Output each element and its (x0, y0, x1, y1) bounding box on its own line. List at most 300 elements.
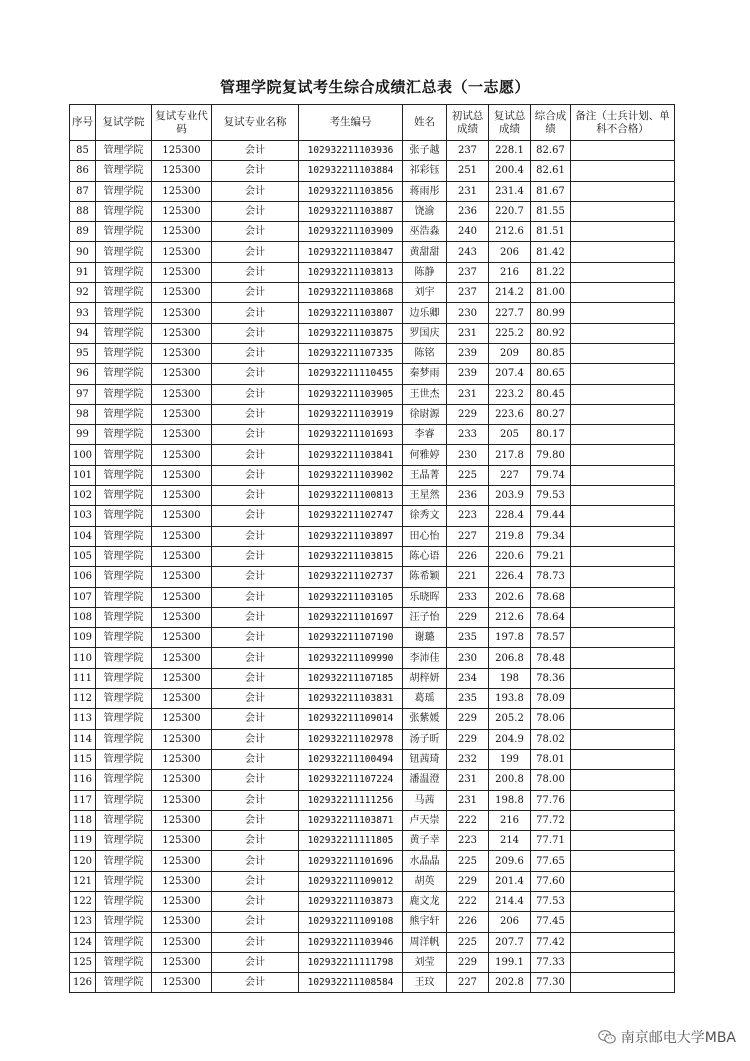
cell-note (571, 262, 675, 282)
cell-name: 李沛佳 (403, 648, 447, 668)
cell-seq: 93 (70, 303, 96, 323)
cell-overall: 78.36 (531, 668, 571, 688)
cell-code: 125300 (152, 628, 212, 648)
cell-college: 管理学院 (96, 161, 152, 181)
cell-initial: 229 (447, 607, 489, 627)
cell-initial: 237 (447, 262, 489, 282)
cell-seq: 125 (70, 952, 96, 972)
table-row (70, 912, 675, 932)
cell-initial: 231 (447, 323, 489, 343)
cell-name: 巫浩淼 (403, 222, 447, 242)
cell-college: 管理学院 (96, 546, 152, 566)
cell-overall: 77.53 (531, 891, 571, 911)
table-row (70, 689, 675, 709)
cell-major: 会计 (212, 810, 299, 830)
cell-code: 125300 (152, 790, 212, 810)
cell-name: 汪子怡 (403, 607, 447, 627)
cell-college: 管理学院 (96, 242, 152, 262)
cell-code: 125300 (152, 445, 212, 465)
cell-overall: 80.27 (531, 404, 571, 424)
cell-note (571, 222, 675, 242)
table-row (70, 546, 675, 566)
cell-college: 管理学院 (96, 973, 152, 993)
cell-initial: 229 (447, 952, 489, 972)
cell-note (571, 628, 675, 648)
table-row (70, 445, 675, 465)
cell-note (571, 871, 675, 891)
cell-exam-id: 102932211101696 (299, 851, 403, 871)
cell-initial: 223 (447, 831, 489, 851)
cell-college: 管理学院 (96, 404, 152, 424)
cell-retest: 216 (489, 262, 531, 282)
cell-exam-id: 102932211103897 (299, 526, 403, 546)
cell-overall: 78.00 (531, 770, 571, 790)
watermark-text: 南京邮电大学MBA (620, 1030, 736, 1046)
cell-seq: 107 (70, 587, 96, 607)
cell-college: 管理学院 (96, 181, 152, 201)
cell-code: 125300 (152, 242, 212, 262)
cell-exam-id: 102932211102737 (299, 567, 403, 587)
cell-retest: 220.7 (489, 201, 531, 221)
cell-exam-id: 102932211103887 (299, 201, 403, 221)
cell-name: 秦梦雨 (403, 364, 447, 384)
cell-major: 会计 (212, 567, 299, 587)
cell-overall: 77.30 (531, 973, 571, 993)
cell-seq: 91 (70, 262, 96, 282)
cell-name: 王星然 (403, 486, 447, 506)
cell-retest: 214.4 (489, 891, 531, 911)
cell-exam-id: 102932211103946 (299, 932, 403, 952)
cell-initial: 230 (447, 303, 489, 323)
cell-name: 葛瑶 (403, 689, 447, 709)
cell-name: 乐晓晖 (403, 587, 447, 607)
cell-retest: 217.8 (489, 445, 531, 465)
cell-college: 管理学院 (96, 343, 152, 363)
cell-college: 管理学院 (96, 587, 152, 607)
cell-seq: 122 (70, 891, 96, 911)
cell-name: 水晶晶 (403, 851, 447, 871)
cell-name: 李睿 (403, 425, 447, 445)
cell-name: 王世杰 (403, 384, 447, 404)
header-name: 姓名 (403, 105, 447, 141)
cell-major: 会计 (212, 648, 299, 668)
cell-initial: 230 (447, 648, 489, 668)
cell-exam-id: 102932211111798 (299, 952, 403, 972)
cell-exam-id: 102932211103905 (299, 384, 403, 404)
cell-major: 会计 (212, 912, 299, 932)
cell-major: 会计 (212, 465, 299, 485)
cell-seq: 89 (70, 222, 96, 242)
cell-retest: 227.7 (489, 303, 531, 323)
cell-college: 管理学院 (96, 486, 152, 506)
cell-college: 管理学院 (96, 932, 152, 952)
cell-name: 田心怡 (403, 526, 447, 546)
cell-note (571, 770, 675, 790)
cell-seq: 92 (70, 283, 96, 303)
cell-retest: 214.2 (489, 283, 531, 303)
cell-major: 会计 (212, 749, 299, 769)
cell-college: 管理学院 (96, 364, 152, 384)
cell-initial: 235 (447, 628, 489, 648)
cell-exam-id: 102932211103847 (299, 242, 403, 262)
table-body (70, 141, 675, 993)
cell-overall: 82.61 (531, 161, 571, 181)
cell-name: 徐尉源 (403, 404, 447, 424)
cell-retest: 228.1 (489, 141, 531, 161)
cell-note (571, 546, 675, 566)
cell-major: 会计 (212, 364, 299, 384)
cell-note (571, 851, 675, 871)
cell-name: 何雅婷 (403, 445, 447, 465)
cell-major: 会计 (212, 790, 299, 810)
cell-initial: 233 (447, 425, 489, 445)
cell-note (571, 526, 675, 546)
table-row (70, 425, 675, 445)
cell-overall: 79.80 (531, 445, 571, 465)
cell-initial: 231 (447, 790, 489, 810)
cell-code: 125300 (152, 506, 212, 526)
table-row (70, 749, 675, 769)
table-row (70, 770, 675, 790)
cell-code: 125300 (152, 689, 212, 709)
cell-overall: 80.99 (531, 303, 571, 323)
cell-retest: 209.6 (489, 851, 531, 871)
cell-seq: 115 (70, 749, 96, 769)
cell-name: 边乐卿 (403, 303, 447, 323)
header-row (70, 105, 675, 141)
cell-code: 125300 (152, 262, 212, 282)
cell-code: 125300 (152, 607, 212, 627)
cell-college: 管理学院 (96, 871, 152, 891)
table-row (70, 465, 675, 485)
cell-retest: 206 (489, 242, 531, 262)
cell-major: 会计 (212, 242, 299, 262)
cell-exam-id: 102932211107185 (299, 668, 403, 688)
cell-major: 会计 (212, 932, 299, 952)
cell-exam-id: 102932211103936 (299, 141, 403, 161)
cell-note (571, 912, 675, 932)
cell-college: 管理学院 (96, 141, 152, 161)
cell-exam-id: 102932211102747 (299, 506, 403, 526)
cell-code: 125300 (152, 425, 212, 445)
table-row (70, 343, 675, 363)
cell-retest: 200.8 (489, 770, 531, 790)
cell-note (571, 973, 675, 993)
cell-initial: 233 (447, 587, 489, 607)
cell-major: 会计 (212, 323, 299, 343)
cell-note (571, 445, 675, 465)
cell-major: 会计 (212, 729, 299, 749)
header-code: 复试专业代码 (152, 105, 212, 141)
cell-code: 125300 (152, 912, 212, 932)
cell-major: 会计 (212, 404, 299, 424)
cell-exam-id: 102932211109014 (299, 709, 403, 729)
cell-code: 125300 (152, 810, 212, 830)
cell-note (571, 242, 675, 262)
cell-retest: 206.8 (489, 648, 531, 668)
cell-code: 125300 (152, 973, 212, 993)
cell-seq: 90 (70, 242, 96, 262)
cell-overall: 77.65 (531, 851, 571, 871)
table-row (70, 567, 675, 587)
cell-college: 管理学院 (96, 831, 152, 851)
cell-initial: 230 (447, 445, 489, 465)
cell-college: 管理学院 (96, 222, 152, 242)
table-row (70, 364, 675, 384)
cell-overall: 78.01 (531, 749, 571, 769)
cell-overall: 78.09 (531, 689, 571, 709)
table-row (70, 303, 675, 323)
cell-code: 125300 (152, 486, 212, 506)
cell-major: 会计 (212, 851, 299, 871)
cell-code: 125300 (152, 709, 212, 729)
cell-exam-id: 102932211102978 (299, 729, 403, 749)
cell-exam-id: 102932211109012 (299, 871, 403, 891)
cell-major: 会计 (212, 628, 299, 648)
cell-note (571, 932, 675, 952)
cell-exam-id: 102932211103873 (299, 891, 403, 911)
cell-note (571, 607, 675, 627)
cell-overall: 77.42 (531, 932, 571, 952)
cell-note (571, 161, 675, 181)
cell-seq: 85 (70, 141, 96, 161)
cell-exam-id: 102932211103909 (299, 222, 403, 242)
cell-note (571, 404, 675, 424)
cell-exam-id: 102932211103884 (299, 161, 403, 181)
header-initial: 初试总成绩 (447, 105, 489, 141)
cell-retest: 207.7 (489, 932, 531, 952)
cell-code: 125300 (152, 364, 212, 384)
cell-code: 125300 (152, 668, 212, 688)
cell-code: 125300 (152, 526, 212, 546)
cell-major: 会计 (212, 343, 299, 363)
cell-code: 125300 (152, 952, 212, 972)
cell-retest: 231.4 (489, 181, 531, 201)
cell-name: 周洋帆 (403, 932, 447, 952)
cell-initial: 229 (447, 404, 489, 424)
cell-college: 管理学院 (96, 668, 152, 688)
cell-college: 管理学院 (96, 445, 152, 465)
cell-retest: 193.8 (489, 689, 531, 709)
cell-overall: 80.85 (531, 343, 571, 363)
cell-name: 胡梓妍 (403, 668, 447, 688)
cell-code: 125300 (152, 283, 212, 303)
cell-college: 管理学院 (96, 912, 152, 932)
cell-college: 管理学院 (96, 891, 152, 911)
cell-college: 管理学院 (96, 729, 152, 749)
cell-code: 125300 (152, 201, 212, 221)
cell-exam-id: 102932211107224 (299, 770, 403, 790)
cell-name: 祁彩钰 (403, 161, 447, 181)
cell-note (571, 465, 675, 485)
table-row (70, 709, 675, 729)
cell-code: 125300 (152, 770, 212, 790)
cell-code: 125300 (152, 831, 212, 851)
cell-overall: 77.33 (531, 952, 571, 972)
cell-exam-id: 102932211108584 (299, 973, 403, 993)
table-row (70, 222, 675, 242)
cell-note (571, 810, 675, 830)
cell-major: 会计 (212, 384, 299, 404)
cell-name: 陈心语 (403, 546, 447, 566)
cell-note (571, 567, 675, 587)
header-exam-id: 考生编号 (299, 105, 403, 141)
wechat-icon (598, 1029, 616, 1045)
cell-initial: 221 (447, 567, 489, 587)
cell-overall: 78.68 (531, 587, 571, 607)
header-note: 备注（士兵计划、单科不合格） (571, 105, 675, 141)
cell-initial: 236 (447, 486, 489, 506)
cell-code: 125300 (152, 141, 212, 161)
cell-college: 管理学院 (96, 323, 152, 343)
table-row (70, 831, 675, 851)
cell-major: 会计 (212, 181, 299, 201)
cell-name: 张子越 (403, 141, 447, 161)
cell-initial: 226 (447, 912, 489, 932)
table-row (70, 486, 675, 506)
cell-initial: 231 (447, 770, 489, 790)
cell-overall: 77.45 (531, 912, 571, 932)
cell-major: 会计 (212, 770, 299, 790)
cell-overall: 77.71 (531, 831, 571, 851)
cell-college: 管理学院 (96, 567, 152, 587)
cell-code: 125300 (152, 323, 212, 343)
cell-major: 会计 (212, 891, 299, 911)
cell-code: 125300 (152, 749, 212, 769)
cell-note (571, 201, 675, 221)
cell-seq: 101 (70, 465, 96, 485)
cell-major: 会计 (212, 141, 299, 161)
cell-overall: 77.60 (531, 871, 571, 891)
cell-seq: 109 (70, 628, 96, 648)
cell-major: 会计 (212, 506, 299, 526)
cell-retest: 225.2 (489, 323, 531, 343)
cell-college: 管理学院 (96, 851, 152, 871)
cell-name: 鹿文龙 (403, 891, 447, 911)
cell-name: 马茜 (403, 790, 447, 810)
cell-seq: 95 (70, 343, 96, 363)
cell-overall: 81.55 (531, 201, 571, 221)
cell-note (571, 952, 675, 972)
cell-exam-id: 102932211101697 (299, 607, 403, 627)
table-row (70, 262, 675, 282)
cell-retest: 212.6 (489, 607, 531, 627)
cell-code: 125300 (152, 404, 212, 424)
cell-major: 会计 (212, 526, 299, 546)
cell-college: 管理学院 (96, 303, 152, 323)
cell-retest: 216 (489, 810, 531, 830)
cell-seq: 113 (70, 709, 96, 729)
cell-exam-id: 102932211111805 (299, 831, 403, 851)
cell-code: 125300 (152, 303, 212, 323)
cell-major: 会计 (212, 546, 299, 566)
cell-seq: 118 (70, 810, 96, 830)
cell-code: 125300 (152, 891, 212, 911)
cell-major: 会计 (212, 587, 299, 607)
cell-seq: 106 (70, 567, 96, 587)
cell-note (571, 303, 675, 323)
cell-initial: 236 (447, 201, 489, 221)
cell-exam-id: 102932211103815 (299, 546, 403, 566)
cell-major: 会计 (212, 161, 299, 181)
cell-exam-id: 102932211109108 (299, 912, 403, 932)
cell-college: 管理学院 (96, 770, 152, 790)
header-seq: 序号 (70, 105, 96, 141)
table-row (70, 628, 675, 648)
cell-retest: 214 (489, 831, 531, 851)
cell-seq: 108 (70, 607, 96, 627)
cell-major: 会计 (212, 831, 299, 851)
cell-retest: 202.8 (489, 973, 531, 993)
cell-name: 陈铭 (403, 343, 447, 363)
cell-code: 125300 (152, 729, 212, 749)
cell-major: 会计 (212, 262, 299, 282)
cell-seq: 123 (70, 912, 96, 932)
cell-retest: 207.4 (489, 364, 531, 384)
cell-retest: 220.6 (489, 546, 531, 566)
cell-seq: 97 (70, 384, 96, 404)
cell-seq: 94 (70, 323, 96, 343)
cell-exam-id: 102932211110455 (299, 364, 403, 384)
cell-overall: 80.92 (531, 323, 571, 343)
cell-seq: 100 (70, 445, 96, 465)
cell-overall: 79.34 (531, 526, 571, 546)
cell-initial: 225 (447, 851, 489, 871)
cell-code: 125300 (152, 648, 212, 668)
table-header (70, 105, 675, 141)
cell-college: 管理学院 (96, 201, 152, 221)
cell-code: 125300 (152, 932, 212, 952)
cell-major: 会计 (212, 668, 299, 688)
cell-note (571, 425, 675, 445)
cell-retest: 199.1 (489, 952, 531, 972)
cell-name: 罗国庆 (403, 323, 447, 343)
cell-seq: 98 (70, 404, 96, 424)
cell-name: 刘莹 (403, 952, 447, 972)
cell-major: 会计 (212, 607, 299, 627)
cell-retest: 202.6 (489, 587, 531, 607)
cell-college: 管理学院 (96, 506, 152, 526)
cell-initial: 227 (447, 526, 489, 546)
cell-retest: 223.2 (489, 384, 531, 404)
cell-initial: 240 (447, 222, 489, 242)
table-row (70, 790, 675, 810)
cell-retest: 212.6 (489, 222, 531, 242)
page-title: 管理学院复试考生综合成绩汇总表（一志愿） (219, 78, 530, 96)
cell-code: 125300 (152, 587, 212, 607)
cell-exam-id: 102932211101693 (299, 425, 403, 445)
cell-note (571, 141, 675, 161)
cell-initial: 229 (447, 729, 489, 749)
cell-name: 卢天崇 (403, 810, 447, 830)
cell-major: 会计 (212, 709, 299, 729)
cell-overall: 77.72 (531, 810, 571, 830)
cell-exam-id: 102932211100494 (299, 749, 403, 769)
cell-seq: 88 (70, 201, 96, 221)
cell-initial: 227 (447, 973, 489, 993)
cell-initial: 239 (447, 343, 489, 363)
table-row (70, 283, 675, 303)
cell-name: 张紫媛 (403, 709, 447, 729)
cell-seq: 102 (70, 486, 96, 506)
cell-seq: 104 (70, 526, 96, 546)
cell-seq: 114 (70, 729, 96, 749)
cell-seq: 111 (70, 668, 96, 688)
table-row (70, 384, 675, 404)
cell-retest: 197.8 (489, 628, 531, 648)
cell-overall: 82.67 (531, 141, 571, 161)
cell-retest: 223.6 (489, 404, 531, 424)
